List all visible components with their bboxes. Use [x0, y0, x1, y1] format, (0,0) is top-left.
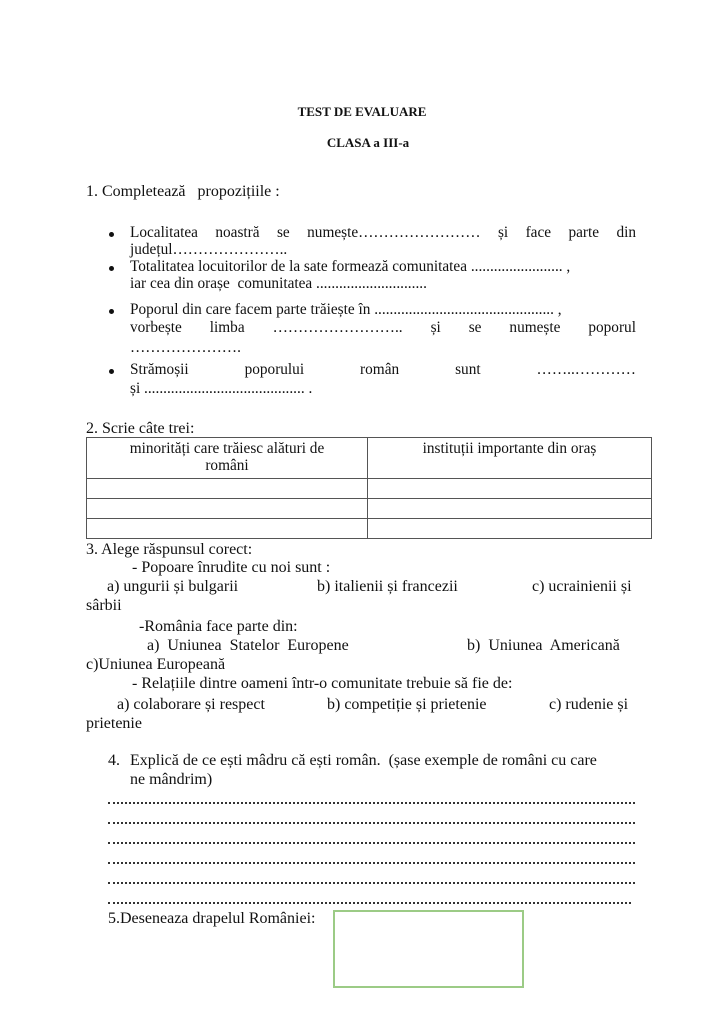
answer-line[interactable] [108, 862, 635, 866]
q2-column-institutions: instituții importante din oraș [368, 438, 652, 479]
answer-line[interactable] [108, 802, 635, 806]
q1-item-1-line1: Localitatea noastră se numește…………………… și face parte din [130, 224, 636, 241]
q1-item-3-line2: vorbește limba …………………….. și se numește poporul [130, 319, 636, 336]
q2-table-header [87, 438, 652, 479]
test-title: TEST DE EVALUARE [297, 104, 427, 119]
answer-line[interactable] [108, 822, 635, 826]
bullet-icon [109, 369, 114, 374]
q1-item-4-line1: Strămoșii poporului român sunt ……..………… [130, 361, 636, 378]
flag-drawing-box[interactable] [333, 910, 524, 988]
q1-item-2-line2: iar cea din orașe comunitatea ............................. [130, 275, 427, 292]
q3-q3-option-a[interactable]: a) colaborare și respect [117, 696, 265, 713]
q3-q1-prompt: - Popoare înrudite cu noi sunt : [132, 559, 331, 576]
table-row [87, 519, 652, 539]
q3-q3-option-c-wrap: prietenie [86, 715, 142, 732]
q3-q1-option-c[interactable]: c) ucrainienii și [532, 578, 632, 595]
table-row [87, 499, 652, 519]
answer-line[interactable] [108, 902, 631, 906]
q3-q1-option-a[interactable]: a) ungurii și bulgarii [107, 578, 239, 595]
q3-q3-option-c[interactable]: c) rudenie și [549, 696, 629, 713]
q5-heading: 5.Deseneaza drapelul României: [108, 910, 316, 927]
q4-prompt-line2: ne mândrim) [130, 771, 213, 788]
q1-heading: 1. Completează propozițiile : [86, 183, 280, 200]
q2-column-minorities: minorități care trăiesc alături de români [87, 438, 368, 479]
answer-line[interactable] [108, 842, 635, 846]
answer-cell[interactable] [368, 499, 652, 519]
q3-q2-option-b[interactable]: b) Uniunea Americană [467, 637, 620, 654]
q3-q1-option-b[interactable]: b) italienii și francezii [317, 578, 458, 595]
q3-q3-option-b[interactable]: b) competiție și prietenie [327, 696, 487, 713]
q3-heading: 3. Alege răspunsul corect: [86, 541, 253, 558]
q1-item-1-line2: județul………………….. [130, 241, 288, 258]
q1-item-3-line3: …………………. [130, 339, 241, 356]
q4-prompt-line1: Explică de ce ești mâdru că ești român. (șase exemple de români cu care [130, 752, 597, 769]
answer-cell[interactable] [368, 519, 652, 539]
q3-q1-option-c-wrap: sârbii [86, 597, 122, 614]
answer-cell[interactable] [87, 519, 368, 539]
answer-cell[interactable] [87, 499, 368, 519]
q2-heading: 2. Scrie câte trei: [86, 420, 195, 437]
answer-line[interactable] [108, 882, 635, 886]
q3-q2-option-a[interactable]: a) Uniunea Statelor Europene [147, 637, 349, 654]
q4-number: 4. [108, 752, 120, 769]
q1-item-2-line1: Totalitatea locuitorilor de la sate formează comunitatea ........................ , [130, 258, 571, 275]
answer-cell[interactable] [87, 479, 368, 499]
bullet-icon [109, 266, 114, 271]
q1-item-4-line2: și .......................................... . [130, 380, 313, 397]
q1-item-3-line1: Poporul din care facem parte trăiește în ............................................... , [130, 301, 562, 318]
q2-table [86, 437, 652, 539]
answer-cell[interactable] [368, 479, 652, 499]
table-row [87, 479, 652, 499]
bullet-icon [109, 309, 114, 314]
q3-q2-prompt: -România face parte din: [139, 618, 298, 635]
bullet-icon [109, 232, 114, 237]
q3-q3-prompt: - Relațiile dintre oameni într-o comunitate trebuie să fie de: [132, 675, 513, 692]
test-subtitle: CLASA a III-a [326, 135, 410, 150]
q3-q2-option-c[interactable]: c)Uniunea Europeană [86, 656, 226, 673]
